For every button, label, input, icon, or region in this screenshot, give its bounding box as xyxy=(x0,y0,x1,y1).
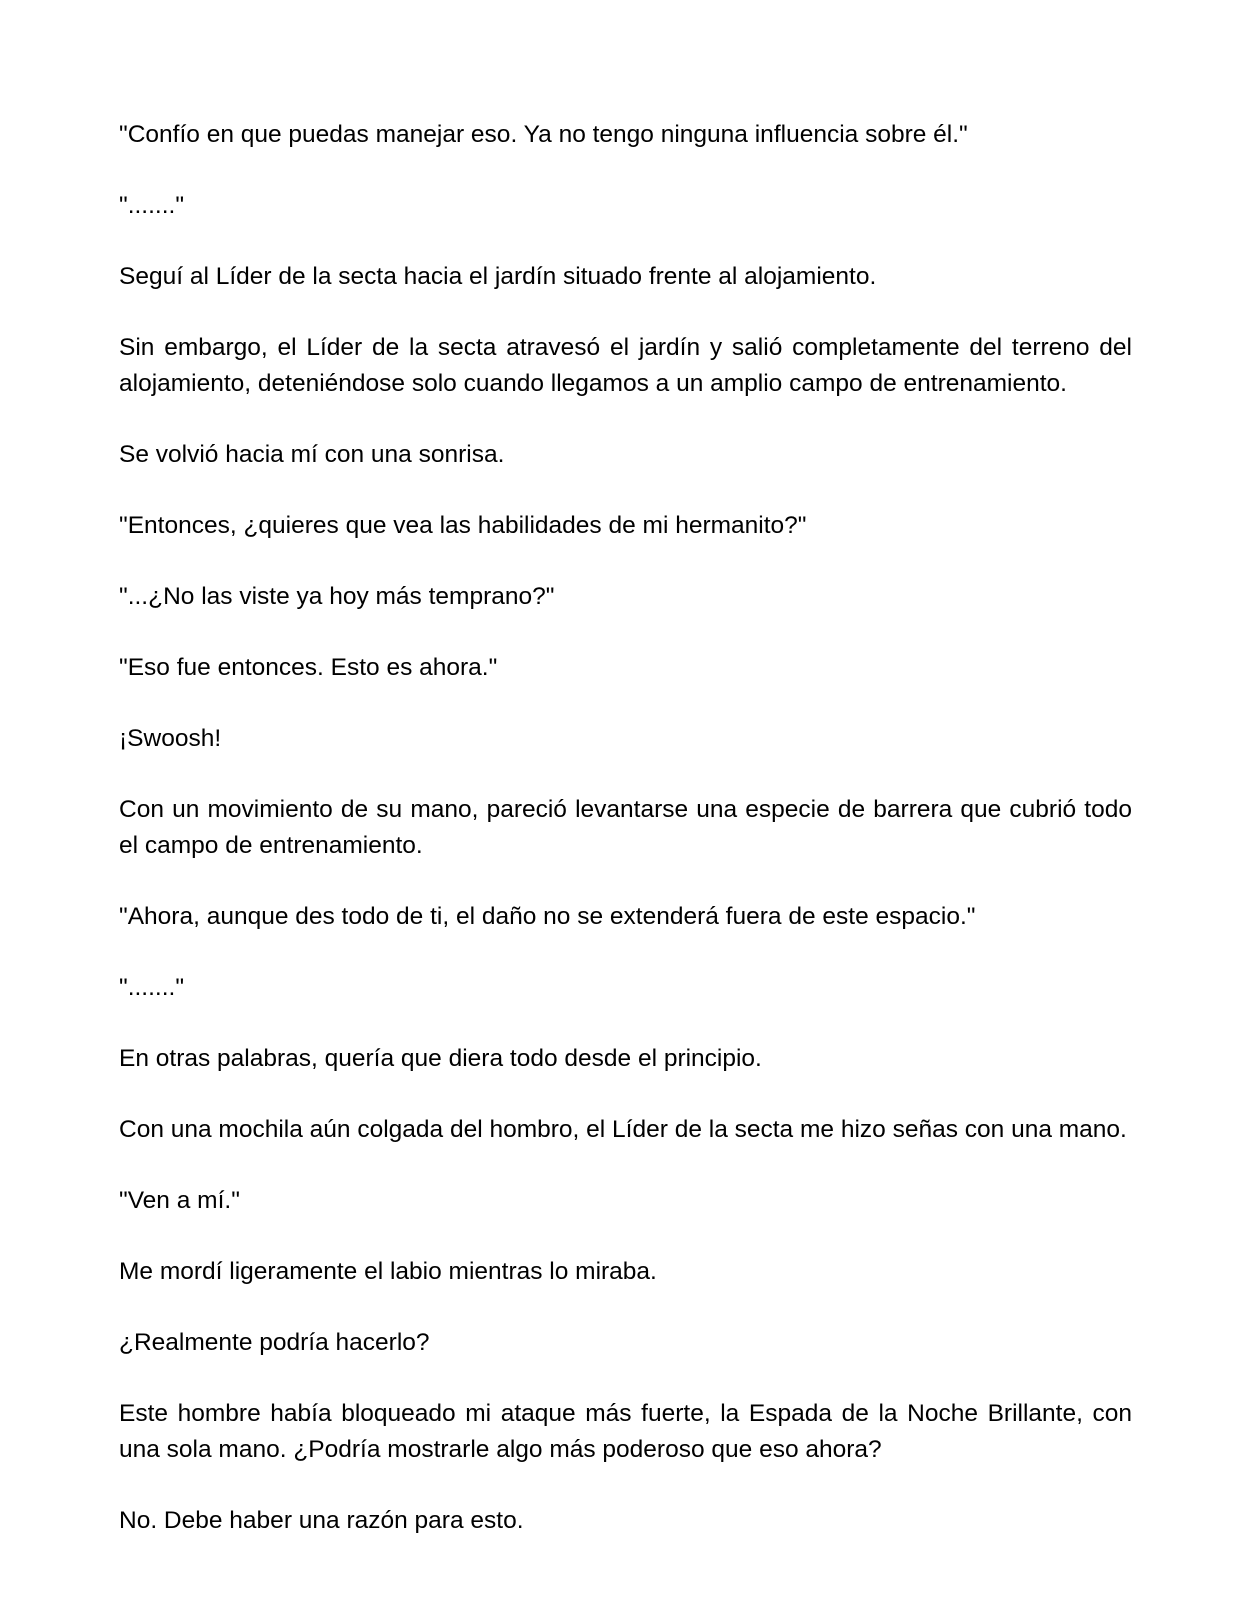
paragraph: "...¿No las viste ya hoy más temprano?" xyxy=(119,583,555,610)
paragraph: "Confío en que puedas manejar eso. Ya no tengo ninguna influencia sobre él." xyxy=(119,121,968,148)
paragraph: Seguí al Líder de la secta hacia el jardín situado frente al alojamiento. xyxy=(119,263,877,290)
paragraph: ¡Swoosh! xyxy=(119,725,222,752)
paragraph: En otras palabras, quería que diera todo desde el principio. xyxy=(119,1045,762,1072)
paragraph: "......." xyxy=(119,974,185,1001)
paragraph: ¿Realmente podría hacerlo? xyxy=(119,1329,430,1356)
paragraph: "......." xyxy=(119,192,185,219)
paragraph: No. Debe haber una razón para esto. xyxy=(119,1507,524,1534)
paragraph: Me mordí ligeramente el labio mientras lo miraba. xyxy=(119,1258,657,1285)
paragraph: Este hombre había bloqueado mi ataque más fuerte, la Espada de la Noche Brillante, con una sola mano. ¿Podría mostrarle algo más poderoso que eso ahora? xyxy=(119,1400,1132,1463)
paragraph: Sin embargo, el Líder de la secta atravesó el jardín y salió completamente del terreno del alojamiento, deteniéndose solo cuando llegamos a un amplio campo de entrenamiento. xyxy=(119,334,1132,397)
paragraph: "Entonces, ¿quieres que vea las habilidades de mi hermanito?" xyxy=(119,512,807,539)
paragraph: "Ven a mí." xyxy=(119,1187,240,1214)
paragraph: "Eso fue entonces. Esto es ahora." xyxy=(119,654,498,681)
paragraph: "Ahora, aunque des todo de ti, el daño no se extenderá fuera de este espacio." xyxy=(119,903,976,930)
document-body xyxy=(119,117,1132,1574)
paragraph: Con una mochila aún colgada del hombro, el Líder de la secta me hizo señas con una mano. xyxy=(119,1116,1127,1143)
paragraph: Con un movimiento de su mano, pareció levantarse una especie de barrera que cubrió todo el campo de entrenamiento. xyxy=(119,796,1132,859)
paragraph: Se volvió hacia mí con una sonrisa. xyxy=(119,441,505,468)
